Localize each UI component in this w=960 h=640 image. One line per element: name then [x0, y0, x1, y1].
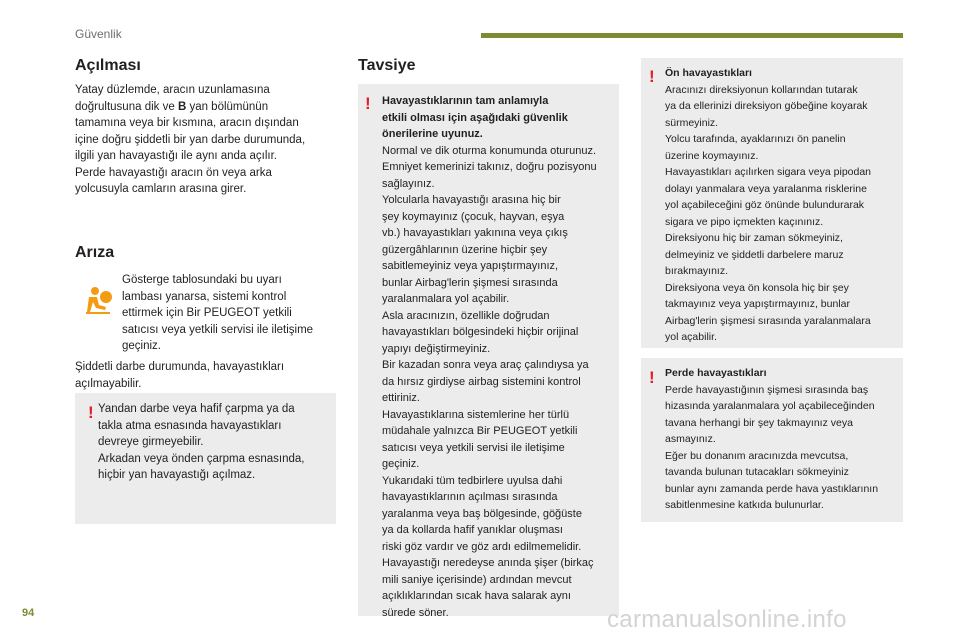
warning-icon: !	[649, 67, 655, 86]
curtain-airbags-title: Perde havayastıkları	[665, 367, 767, 379]
fault-lamp-line: Gösterge tablosundaki bu uyarı	[122, 274, 282, 286]
airbag-warning-lamp-icon	[84, 285, 114, 315]
header-rule	[481, 33, 903, 38]
front-airbags-line: Yolcu tarafında, ayaklarınızı ön panelin	[665, 133, 846, 145]
advice-line: ya da kollarda hafif yanıklar oluşması	[382, 524, 563, 536]
advice-line: havayastıklarının açılması sırasında	[382, 491, 558, 503]
deployment-line: yolcusuyla camların arasına girer.	[75, 183, 247, 195]
fault-lamp-line: lambası yanarsa, sistemi kontrol	[122, 290, 287, 303]
advice-line: Emniyet kemerinizi takınız, doğru pozisyonu	[382, 161, 597, 173]
advice-line: açıklıklarından sıcak hava salarak aynı	[382, 590, 571, 602]
deployment-line: Perde havayastığı aracın ön veya arka	[75, 166, 272, 179]
front-airbags-line: Aracınızı direksiyonun kollarından tutarak	[665, 83, 858, 96]
advice-line: Asla aracınızın, özellikle doğrudan	[382, 309, 550, 322]
fault-lamp-line: satıcısı veya yetkili servisi ile iletişime	[122, 323, 314, 336]
advice-line: yapıyı değiştirmeyiniz.	[382, 342, 491, 355]
deployment-text	[75, 82, 345, 198]
fault-lamp-line: geçiniz.	[122, 340, 161, 352]
deployment-line: ilgili yan havayastığı ile aynı anda açılır.	[75, 150, 278, 162]
advice-line: riski göz vardır ve göz ardı edilmemelidir.	[382, 540, 582, 553]
advice-line: Normal ve dik oturma konumunda oturunuz.	[382, 144, 596, 157]
zone-b-label: B	[177, 100, 187, 113]
fault-note-line: açılmayabilir.	[75, 377, 142, 390]
deployment-line: Yatay düzlemde, aracın uzunlamasına	[75, 84, 270, 96]
advice-bold-line: Havayastıklarının tam anlamıyla	[382, 95, 549, 107]
advice-line: şey koymayınız (çocuk, hayvan, eşya	[382, 210, 565, 223]
curtain-airbags-line: bunlar aynı zamanda perde hava yastıklarının	[665, 482, 879, 495]
fault-title: Arıza	[75, 244, 115, 261]
front-airbags-line: üzerine koymayınız.	[665, 149, 759, 162]
advice-line: güzergâhlarının üzerine hiçbir şey	[382, 243, 548, 256]
page-number: 94	[22, 607, 35, 619]
warning-line: Yandan darbe veya hafif çarpma ya da	[98, 403, 295, 415]
advice-line: geçiniz.	[382, 458, 420, 470]
curtain-airbags-line: Eğer bu donanım aracınızda mevcutsa,	[665, 449, 849, 462]
front-airbags-line: Direksiyonu hiç bir zaman sökmeyiniz,	[665, 232, 843, 244]
front-airbags-line: dolayı yanmalara veya yaralanma risklerine	[665, 182, 867, 195]
advice-line: yaralanma veya baş bölgesinde, göğüste	[382, 507, 582, 520]
warning-line: hiçbir yan havayastığı açılmaz.	[98, 469, 256, 481]
warning-line: takla atma esnasında havayastıkları	[98, 419, 282, 432]
fault-note	[75, 359, 345, 392]
advice-line: mili saniye içerisinde) ardından mevcut	[382, 573, 572, 586]
front-airbags-line: Direksiyona veya ön konsola hiç bir şey	[665, 281, 849, 294]
front-airbags-line: takmayınız veya yapıştırmayınız, bunlar	[665, 298, 850, 310]
advice-line: Havayastıklarına sistemlerine her türlü	[382, 408, 570, 421]
warning-icon: !	[88, 403, 94, 422]
advice-line: vb.) havayastıkları yakınına veya çıkış	[382, 227, 568, 239]
front-airbags-line: yol açabilir.	[665, 331, 717, 343]
front-airbags-title: Ön havayastıkları	[665, 67, 752, 79]
front-airbags-line: bırakmayınız.	[665, 265, 729, 277]
warning-line: devreye girmeyebilir.	[98, 436, 204, 448]
advice-text	[382, 93, 618, 621]
advice-bold-line: önerilerine uyunuz.	[382, 128, 483, 140]
curtain-airbags-line: tavana herhangi bir şey takmayınız veya	[665, 416, 853, 429]
advice-line: yaralanmalara yol açabilir.	[382, 293, 510, 305]
deployment-line: doğrultusuna dik ve B yan bölümünün	[75, 100, 269, 113]
advice-line: sağlayınız.	[382, 177, 435, 190]
deployment-title: Açılması	[75, 57, 141, 74]
advice-line: satıcısı veya yetkili servisi ile iletişime	[382, 441, 565, 454]
advice-line: Yolcularla havayastığı arasına hiç bir	[382, 194, 561, 206]
front-airbags-text	[665, 65, 901, 346]
curtain-airbags-line: sabitlenmesine katkıda bulunurlar.	[665, 499, 824, 511]
front-airbags-line: Airbag'lerin şişmesi sırasında yaralanmalara	[665, 314, 871, 327]
curtain-airbags-line: asmayınız.	[665, 433, 716, 445]
warning-icon: !	[649, 368, 655, 387]
advice-line: da hırsız girdiyse airbag sistemini kontrol	[382, 375, 581, 388]
advice-title: Tavsiye	[358, 57, 416, 74]
advice-line: Bir kazadan sonra veya araç çalındıysa ya	[382, 359, 589, 371]
curtain-airbags-line: tavanda bulunan tutacakları sökmeyiniz	[665, 466, 849, 478]
watermark: carmanualsonline.info	[607, 606, 847, 633]
section-label: Güvenlik	[75, 27, 122, 41]
fault-lamp-text	[122, 272, 334, 355]
fault-note-line: Şiddetli darbe durumunda, havayastıkları	[75, 361, 285, 373]
deployment-line: tamamına veya bir kısmına, aracın dışından	[75, 117, 299, 129]
advice-line: bunlar Airbag'lerin şişmesi sırasında	[382, 276, 558, 289]
fault-lamp-line: ettirmek için Bir PEUGEOT yetkili	[122, 307, 292, 319]
front-airbags-line: ya da ellerinizi direksiyon göbeğine koyarak	[665, 100, 868, 112]
advice-line: müdahale yalnızca Bir PEUGEOT yetkili	[382, 425, 578, 437]
front-airbags-line: sigara ve pipo içmekten kaçınınız.	[665, 215, 824, 228]
advice-line: Yukarıdaki tüm tedbirlere uyulsa dahi	[382, 474, 563, 487]
curtain-airbags-text	[665, 365, 901, 514]
warning-line: Arkadan veya önden çarpma esnasında,	[98, 452, 305, 465]
front-airbags-line: yol açabileceğini göz önünde bulundurarak	[665, 199, 865, 211]
advice-line: sürede söner.	[382, 606, 449, 619]
advice-line: havayastıkları bölgesindeki hiçbir orijinal	[382, 326, 579, 338]
advice-line: Havayastığı neredeyse anında şişer (birkaç	[382, 557, 594, 569]
curtain-airbags-line: hizasında yaralanmalara yol açabileceğinden	[665, 400, 875, 412]
front-airbags-line: Havayastıkları açılırken sigara veya pipodan	[665, 166, 872, 178]
deployment-line: içine doğru şiddetli bir yan darbe durumunda,	[75, 133, 306, 146]
warning-icon: !	[365, 94, 371, 113]
front-airbags-line: delmeyiniz ve şiddetli darbelere maruz	[665, 248, 844, 261]
front-airbags-line: sürmeyiniz.	[665, 116, 719, 129]
curtain-airbags-line: Perde havayastığının şişmesi sırasında baş	[665, 383, 869, 396]
advice-line: sabitlemeyiniz veya yapıştırmayınız,	[382, 260, 559, 272]
advice-line: ettiriniz.	[382, 392, 420, 404]
side-impact-warning-text	[98, 401, 330, 484]
advice-bold-line: etkili olması için aşağıdaki güvenlik	[382, 111, 568, 124]
